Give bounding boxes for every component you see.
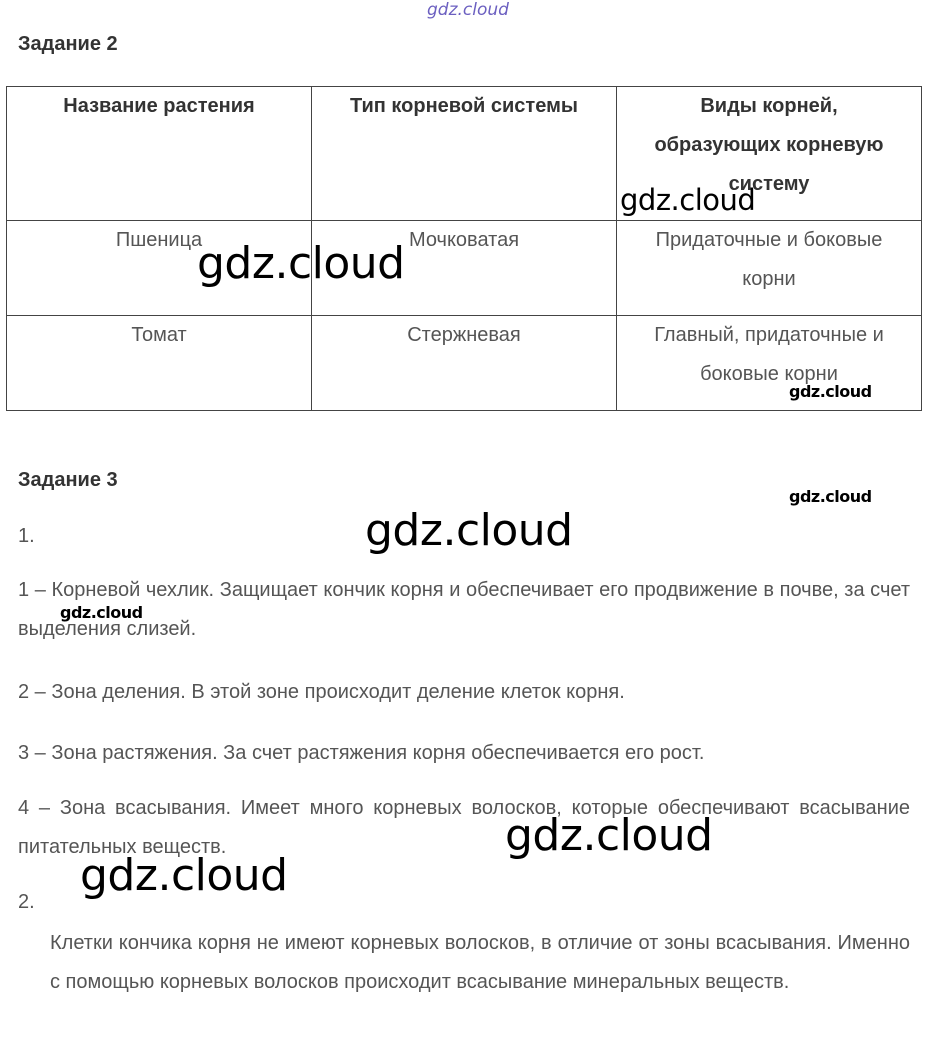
watermark: gdz.cloud bbox=[789, 487, 872, 506]
watermark: gdz.cloud bbox=[789, 382, 872, 401]
watermark: gdz.cloud bbox=[365, 505, 573, 556]
watermark: gdz.cloud bbox=[505, 810, 713, 861]
task3-number-1: 1. bbox=[18, 525, 35, 547]
cell-plant: Томат bbox=[7, 316, 312, 411]
zone-item-2: 2 – Зона деления. В этой зоне происходит деление клеток корня. bbox=[18, 681, 625, 703]
task3-number-2: 2. bbox=[18, 891, 35, 913]
roots-table bbox=[6, 86, 922, 411]
header-root-system-type: Тип корневой системы bbox=[312, 87, 617, 221]
watermark: gdz.cloud bbox=[197, 238, 405, 289]
table-header-row bbox=[7, 87, 922, 221]
watermark: gdz.cloud bbox=[60, 603, 143, 622]
watermark: gdz.cloud bbox=[80, 850, 288, 901]
cell-type: Стержневая bbox=[312, 316, 617, 411]
watermark: gdz.cloud bbox=[620, 183, 756, 217]
table-row bbox=[7, 316, 922, 411]
cell-kinds: Главный, придаточные и боковые корни bbox=[617, 316, 922, 411]
cell-kinds: Придаточные и боковые корни bbox=[617, 221, 922, 316]
task3-answer-2: Клетки кончика корня не имеют корневых волосков, в отличие от зоны всасывания. Именно с помощью корневых волосков происходит всасывание минеральных веществ. bbox=[50, 932, 910, 993]
zone-item-4: 4 – Зона всасывания. Имеет много корневых волосков, которые обеспечивают всасывание питательных веществ. bbox=[18, 797, 910, 858]
zone-item-3: 3 – Зона растяжения. За счет растяжения корня обеспечивается его рост. bbox=[18, 742, 705, 764]
table-row bbox=[7, 221, 922, 316]
task3-title: Задание 3 bbox=[18, 469, 118, 491]
header-plant-name: Название растения bbox=[7, 87, 312, 221]
cell-plant: Пшеница bbox=[7, 221, 312, 316]
zone-item-1: 1 – Корневой чехлик. Защищает кончик корня и обеспечивает его продвижение в почве, за счет выделения слизей. bbox=[18, 579, 910, 640]
watermark-top: gdz.cloud bbox=[427, 0, 509, 20]
cell-type: Мочковатая bbox=[312, 221, 617, 316]
task2-title: Задание 2 bbox=[18, 33, 118, 55]
header-root-kinds: Виды корней, образующих корневую систему bbox=[617, 87, 922, 221]
